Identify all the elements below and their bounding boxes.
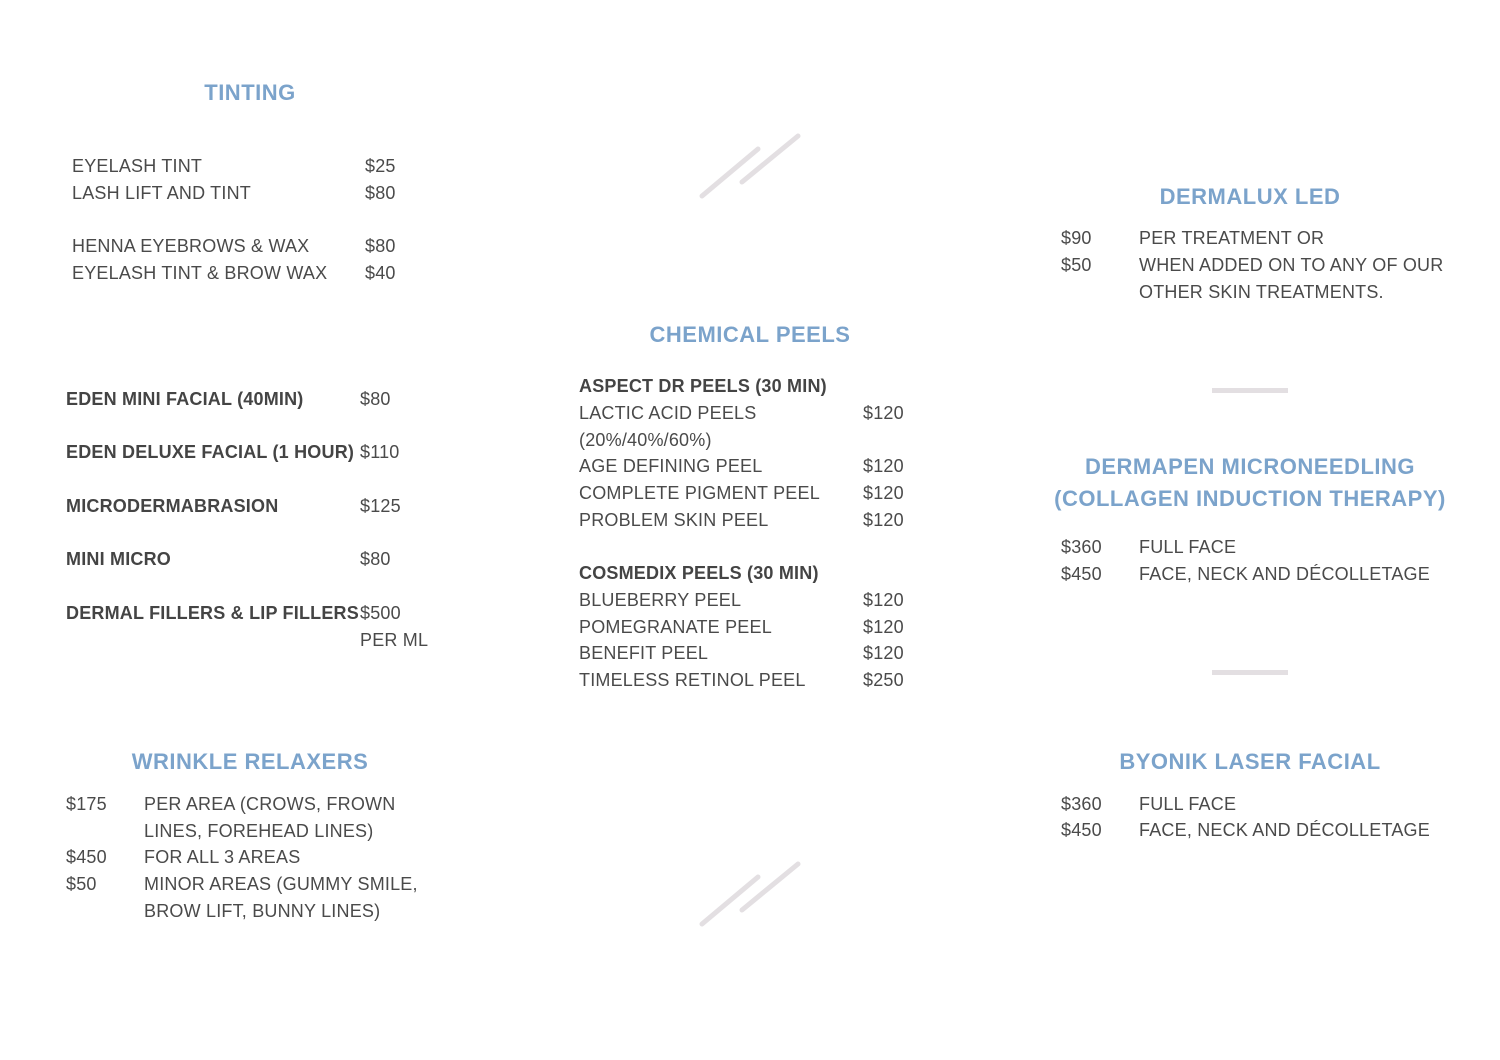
wrinkle-item-desc: LINES, FOREHEAD LINES) xyxy=(144,821,374,841)
peel-item-price: $250 xyxy=(863,670,904,690)
tinting-item-price: $25 xyxy=(365,156,396,176)
facial-item-price: $80 xyxy=(360,389,391,409)
peel-item-price: $120 xyxy=(863,483,904,503)
dermapen-subtitle: (COLLAGEN INDUCTION THERAPY) xyxy=(1054,486,1446,511)
peel-item-price: $120 xyxy=(863,403,904,423)
facial-item-price: $125 xyxy=(360,496,401,516)
dermalux-item-desc: OTHER SKIN TREATMENTS. xyxy=(1139,282,1384,302)
peel-item-name: COMPLETE PIGMENT PEEL xyxy=(579,483,820,503)
tinting-item-name: EYELASH TINT xyxy=(72,156,203,176)
dermapen-item-price: $450 xyxy=(1061,564,1102,584)
byonik-item-price: $450 xyxy=(1061,820,1102,840)
dermalux-title: DERMALUX LED xyxy=(1159,184,1341,209)
facial-item-price: $500 xyxy=(360,603,401,623)
peel-item-price: $120 xyxy=(863,617,904,637)
dermapen-title: DERMAPEN MICRONEEDLING xyxy=(1084,454,1415,479)
dermalux-item-price: $90 xyxy=(1061,228,1092,248)
section-divider xyxy=(1212,388,1288,393)
facial-item-name: MICRODERMABRASION xyxy=(66,496,279,516)
facial-item-price: $80 xyxy=(360,549,391,569)
peel-item-name: LACTIC ACID PEELS xyxy=(579,403,757,423)
peel-item-name: PROBLEM SKIN PEEL xyxy=(579,510,769,530)
peel-item-name: TIMELESS RETINOL PEEL xyxy=(579,670,806,690)
cosmedix-peels-title: COSMEDIX PEELS (30 MIN) xyxy=(579,563,819,583)
facial-item-price: $110 xyxy=(360,442,400,462)
wrinkle-item-desc: BROW LIFT, BUNNY LINES) xyxy=(144,901,381,921)
byonik-item-price: $360 xyxy=(1061,794,1102,814)
peel-item-name: AGE DEFINING PEEL xyxy=(579,456,763,476)
aspect-peels-title: ASPECT DR PEELS (30 MIN) xyxy=(579,376,827,396)
dermalux-item-price: $50 xyxy=(1061,255,1092,275)
peel-item-note: (20%/40%/60%) xyxy=(579,430,712,450)
wrinkle-item-desc: MINOR AREAS (GUMMY SMILE, xyxy=(144,874,418,894)
dermalux-item-desc: WHEN ADDED ON TO ANY OF OUR xyxy=(1139,255,1444,275)
tinting-item-name: HENNA EYEBROWS & WAX xyxy=(72,236,310,256)
tinting-item-name: EYELASH TINT & BROW WAX xyxy=(72,263,328,283)
dermalux-item-desc: PER TREATMENT OR xyxy=(1139,228,1325,248)
peel-item-name: BENEFIT PEEL xyxy=(579,643,709,663)
wrinkle-title: WRINKLE RELAXERS xyxy=(131,749,369,774)
wrinkle-item-price: $50 xyxy=(66,874,97,894)
wrinkle-item-desc: FOR ALL 3 AREAS xyxy=(144,847,301,867)
peels-title: CHEMICAL PEELS xyxy=(649,322,851,347)
tinting-item-price: $40 xyxy=(365,263,396,283)
dermapen-item-desc: FULL FACE xyxy=(1139,537,1237,557)
byonik-item-desc: FULL FACE xyxy=(1139,794,1237,814)
peel-item-name: POMEGRANATE PEEL xyxy=(579,617,772,637)
tinting-item-price: $80 xyxy=(365,183,396,203)
dermapen-item-desc: FACE, NECK AND DÉCOLLETAGE xyxy=(1139,564,1430,584)
slash-decoration-bottom xyxy=(698,860,804,928)
byonik-title: BYONIK LASER FACIAL xyxy=(1119,749,1381,774)
facial-item-price-note: PER ML xyxy=(360,630,429,650)
peel-item-price: $120 xyxy=(863,590,904,610)
wrinkle-item-price: $175 xyxy=(66,794,107,814)
facial-item-name: EDEN MINI FACIAL (40MIN) xyxy=(66,389,304,409)
tinting-title: TINTING xyxy=(204,80,296,105)
section-divider xyxy=(1212,670,1288,675)
facial-item-name: EDEN DELUXE FACIAL (1 HOUR) xyxy=(66,442,355,462)
peel-item-price: $120 xyxy=(863,643,904,663)
peel-item-name: BLUEBERRY PEEL xyxy=(579,590,742,610)
wrinkle-item-price: $450 xyxy=(66,847,107,867)
wrinkle-item-desc: PER AREA (CROWS, FROWN xyxy=(144,794,396,814)
slash-decoration-top xyxy=(698,132,804,200)
peel-item-price: $120 xyxy=(863,456,904,476)
peel-item-price: $120 xyxy=(863,510,904,530)
dermapen-item-price: $360 xyxy=(1061,537,1102,557)
tinting-item-name: LASH LIFT AND TINT xyxy=(72,183,251,203)
facial-item-name: MINI MICRO xyxy=(66,549,171,569)
tinting-item-price: $80 xyxy=(365,236,396,256)
facial-item-name: DERMAL FILLERS & LIP FILLERS xyxy=(66,603,359,623)
byonik-item-desc: FACE, NECK AND DÉCOLLETAGE xyxy=(1139,820,1430,840)
